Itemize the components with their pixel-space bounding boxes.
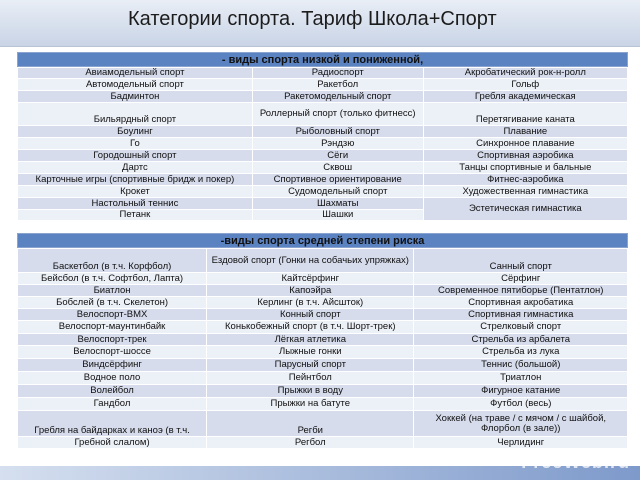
table-cell: Синхронное плавание bbox=[423, 138, 627, 150]
table-row bbox=[18, 68, 628, 79]
table-cell: Стрельба из арбалета bbox=[414, 334, 628, 346]
table-cell: Гребной слалом) bbox=[18, 437, 207, 449]
table-cell: Парусный спорт bbox=[207, 359, 414, 372]
table-cell: Керлинг (в т.ч. Айсшток) bbox=[207, 297, 414, 309]
table-cell: Фитнес-аэробика bbox=[423, 174, 627, 186]
table-row bbox=[18, 346, 628, 359]
table-cell: Стрелковый спорт bbox=[414, 321, 628, 334]
table-cell: Гандбол bbox=[18, 398, 207, 411]
table-cell: Виндсёрфинг bbox=[18, 359, 207, 372]
table-cell: Фигурное катание bbox=[414, 385, 628, 398]
table-cell: Ездовой спорт (Гонки на собачьих упряжках) bbox=[207, 249, 414, 273]
table-row bbox=[18, 186, 628, 198]
table-row bbox=[18, 385, 628, 398]
slide-title: Категории спорта. Тариф Школа+Спорт bbox=[128, 8, 497, 30]
table-cell: Танцы спортивные и бальные bbox=[423, 162, 627, 174]
watermark-logo: FreeWeb.ru bbox=[521, 452, 630, 472]
table-cell: Бобслей (в т.ч. Скелетон) bbox=[18, 297, 207, 309]
table-cell: Прыжки в воду bbox=[207, 385, 414, 398]
table-cell: Петанк bbox=[18, 210, 253, 221]
table-row bbox=[18, 297, 628, 309]
table-cell: Капоэйра bbox=[207, 285, 414, 297]
table-row bbox=[18, 359, 628, 372]
table-row bbox=[18, 91, 628, 103]
table-cell: Велоспорт-BMX bbox=[18, 309, 207, 321]
table-cell: Настольный теннис bbox=[18, 198, 253, 210]
table-cell: Триатлон bbox=[414, 372, 628, 385]
table-row bbox=[18, 309, 628, 321]
table-row bbox=[18, 437, 628, 449]
table-cell: Дартс bbox=[18, 162, 253, 174]
table-cell: Баскетбол (в т.ч. Корфбол) bbox=[18, 249, 207, 273]
table-row bbox=[18, 321, 628, 334]
table-row bbox=[18, 249, 628, 273]
table-cell: Карточные игры (спортивные бридж и покер) bbox=[18, 174, 253, 186]
table-row bbox=[18, 150, 628, 162]
table-cell: Пейнтбол bbox=[207, 372, 414, 385]
table-cell: Велоспорт-трек bbox=[18, 334, 207, 346]
table-cell: Стрельба из лука bbox=[414, 346, 628, 359]
table-row bbox=[18, 285, 628, 297]
table-cell: Шахматы bbox=[252, 198, 423, 210]
table-row bbox=[18, 334, 628, 346]
table-cell: Спортивная акробатика bbox=[414, 297, 628, 309]
table-cell: Прыжки на батуте bbox=[207, 398, 414, 411]
table-cell: Рыболовный спорт bbox=[252, 126, 423, 138]
table-cell: Водное поло bbox=[18, 372, 207, 385]
table-cell: Авиамодельный спорт bbox=[18, 68, 253, 79]
table-cell: Сквош bbox=[252, 162, 423, 174]
table-row bbox=[18, 411, 628, 437]
table-cell: Черлидинг bbox=[414, 437, 628, 449]
table-cell: Радиоспорт bbox=[252, 68, 423, 79]
table-cell: Гольф bbox=[423, 79, 627, 91]
table-cell: Регбол bbox=[207, 437, 414, 449]
table-cell: Хоккей (на траве / с мячом / с шайбой, Флорбол (в зале)) bbox=[414, 411, 628, 437]
table-cell: Футбол (весь) bbox=[414, 398, 628, 411]
table-row bbox=[18, 79, 628, 91]
table-cell: Велоспорт-шоссе bbox=[18, 346, 207, 359]
table-cell: Сёги bbox=[252, 150, 423, 162]
low-risk-section-header: - виды спорта низкой и пониженной, bbox=[17, 52, 628, 67]
table-cell: Плавание bbox=[423, 126, 627, 138]
table-cell: Рэндзю bbox=[252, 138, 423, 150]
table-row bbox=[18, 198, 628, 210]
medium-risk-table bbox=[17, 248, 628, 449]
table-cell: Го bbox=[18, 138, 253, 150]
table-cell: Современное пятиборье (Пентатлон) bbox=[414, 285, 628, 297]
table-cell: Шашки bbox=[252, 210, 423, 221]
table-row bbox=[18, 138, 628, 150]
table-row bbox=[18, 372, 628, 385]
table-row bbox=[18, 162, 628, 174]
table-cell: Ракетомодельный спорт bbox=[252, 91, 423, 103]
table-cell: Перетягивание каната bbox=[423, 103, 627, 126]
table-row bbox=[18, 174, 628, 186]
table-cell: Художественная гимнастика bbox=[423, 186, 627, 198]
table-cell: Регби bbox=[207, 411, 414, 437]
low-risk-section bbox=[17, 52, 628, 221]
table-cell: Бильярдный спорт bbox=[18, 103, 253, 126]
table-cell: Спортивная гимнастика bbox=[414, 309, 628, 321]
table-cell: Автомодельный спорт bbox=[18, 79, 253, 91]
table-cell: Велоспорт-маунтинбайк bbox=[18, 321, 207, 334]
table-cell: Бейсбол (в т.ч. Софтбол, Лапта) bbox=[18, 273, 207, 285]
table-cell: Спортивная аэробика bbox=[423, 150, 627, 162]
table-row bbox=[18, 126, 628, 138]
table-row bbox=[18, 273, 628, 285]
table-cell: Судомодельный спорт bbox=[252, 186, 423, 198]
table-cell: Роллерный спорт (только фитнесс) bbox=[252, 103, 423, 126]
table-cell: Санный спорт bbox=[414, 249, 628, 273]
table-cell: Лыжные гонки bbox=[207, 346, 414, 359]
table-cell: Конный спорт bbox=[207, 309, 414, 321]
table-cell: Ракетбол bbox=[252, 79, 423, 91]
low-risk-table bbox=[17, 67, 628, 221]
table-row bbox=[18, 398, 628, 411]
table-cell: Бадминтон bbox=[18, 91, 253, 103]
table-row bbox=[18, 103, 628, 126]
table-cell: Лёгкая атлетика bbox=[207, 334, 414, 346]
table-cell: Биатлон bbox=[18, 285, 207, 297]
table-cell: Гребля академическая bbox=[423, 91, 627, 103]
table-cell: Крокет bbox=[18, 186, 253, 198]
table-cell: Боулинг bbox=[18, 126, 253, 138]
table-cell: Конькобежный спорт (в т.ч. Шорт-трек) bbox=[207, 321, 414, 334]
table-cell: Теннис (большой) bbox=[414, 359, 628, 372]
table-cell: Волейбол bbox=[18, 385, 207, 398]
table-cell: Эстетическая гимнастика bbox=[423, 198, 627, 221]
table-cell: Акробатический рок-н-ролл bbox=[423, 68, 627, 79]
title-bar bbox=[0, 0, 640, 47]
table-cell: Сёрфинг bbox=[414, 273, 628, 285]
medium-risk-section bbox=[17, 233, 628, 449]
table-cell: Гребля на байдарках и каноэ (в т.ч. bbox=[18, 411, 207, 437]
table-cell: Городошный спорт bbox=[18, 150, 253, 162]
table-cell: Кайтсёрфинг bbox=[207, 273, 414, 285]
medium-risk-section-header: -виды спорта средней степени риска bbox=[17, 233, 628, 248]
table-cell: Спортивное ориентирование bbox=[252, 174, 423, 186]
